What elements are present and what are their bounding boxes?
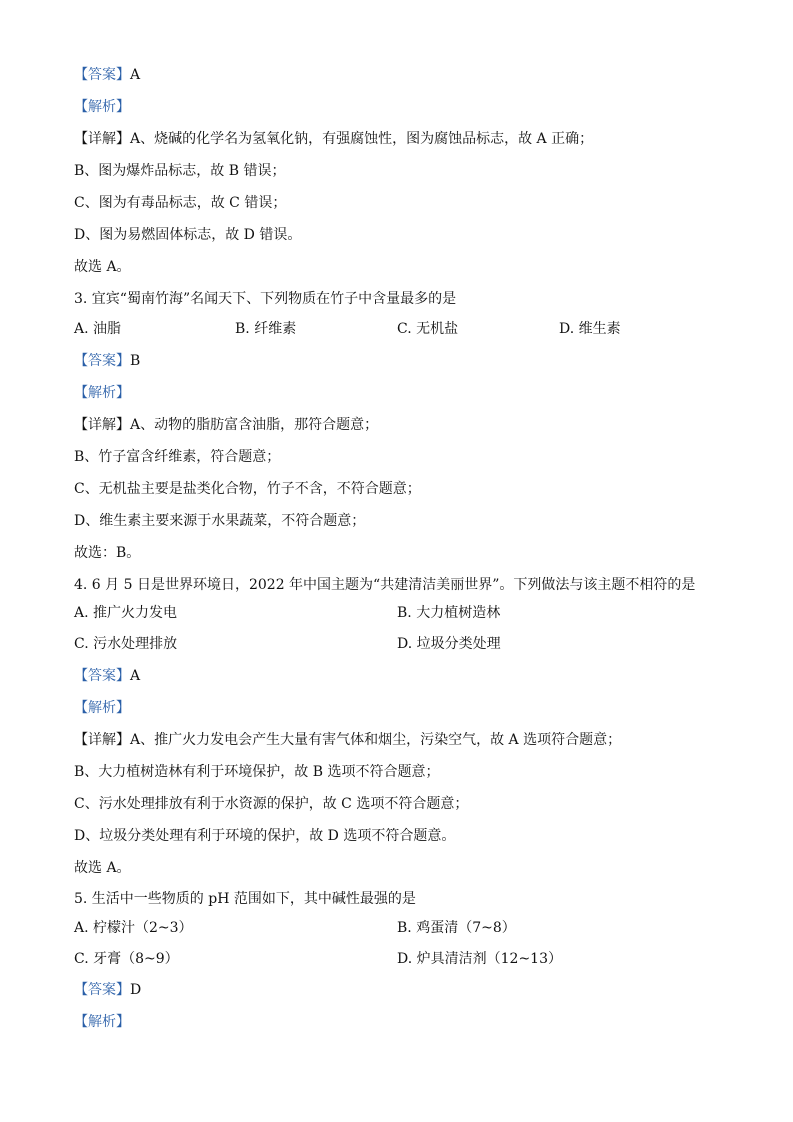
q5-option-b: B. 鸡蛋清（7~8） (397, 920, 516, 936)
q3-conclusion: 故选：B。 (74, 545, 141, 561)
q2-conclusion: 故选 A。 (74, 259, 131, 275)
q2-detail-line-1 (74, 129, 593, 149)
answer-value: B (130, 353, 141, 369)
q2-analysis-line (74, 97, 130, 117)
q4-detail-line-2: B、大力植树造林有利于环境保护，故 B 选项不符合题意； (74, 764, 440, 780)
analysis-tag: 【解析】 (74, 385, 130, 401)
q4-title: 4. 6 月 5 日是世界环境日，2022 年中国主题为“共建清洁美丽世界”。下列做法与该主题不相符的是 (74, 577, 696, 593)
q4-option-b: B. 大力植树造林 (397, 605, 501, 621)
answer-value: A (130, 668, 141, 684)
detail-text: A、烧碱的化学名为氢氧化钠，有强腐蚀性，图为腐蚀品标志，故 A 正确； (130, 131, 594, 147)
q4-option-a: A. 推广火力发电 (74, 605, 178, 621)
q4-option-d: D. 垃圾分类处理 (397, 636, 501, 652)
answer-tag: 【答案】 (74, 67, 130, 83)
q2-detail-line-3: C、图为有毒品标志，故 C 错误； (74, 195, 287, 211)
q3-answer-line (74, 351, 140, 371)
q3-analysis-line (74, 383, 130, 403)
q3-option-c: C. 无机盐 (397, 321, 459, 337)
q4-answer-line (74, 666, 140, 686)
detail-tag: 【详解】 (74, 417, 130, 433)
analysis-tag: 【解析】 (74, 700, 130, 716)
q5-option-c: C. 牙膏（8~9） (74, 951, 179, 967)
q3-option-b: B. 纤维素 (235, 321, 297, 337)
q2-detail-line-2: B、图为爆炸品标志，故 B 错误； (74, 163, 286, 179)
q4-detail-line-4: D、垃圾分类处理有利于环境的保护，故 D 选项不符合题意。 (74, 828, 456, 844)
q5-title: 5. 生活中一些物质的 pH 范围如下，其中碱性最强的是 (74, 891, 416, 907)
q4-conclusion: 故选 A。 (74, 860, 131, 876)
q3-option-a: A. 油脂 (74, 321, 122, 337)
analysis-tag: 【解析】 (74, 1014, 130, 1030)
analysis-tag: 【解析】 (74, 99, 130, 115)
q4-detail-line-1 (74, 730, 621, 750)
q3-detail-line-4: D、维生素主要来源于水果蔬菜，不符合题意； (74, 513, 366, 529)
answer-tag: 【答案】 (74, 982, 130, 998)
q5-option-d: D. 炉具清洁剂（12~13） (397, 951, 562, 967)
q3-option-d: D. 维生素 (559, 321, 621, 337)
q4-option-c: C. 污水处理排放 (74, 636, 178, 652)
q3-title: 3. 宜宾“蜀南竹海”名闻天下、下列物质在竹子中含量最多的是 (74, 291, 457, 307)
answer-value: D (130, 982, 142, 998)
detail-text: A、推广火力发电会产生大量有害气体和烟尘，污染空气，故 A 选项符合题意； (130, 732, 622, 748)
q3-detail-line-3: C、无机盐主要是盐类化合物，竹子不含，不符合题意； (74, 481, 421, 497)
answer-tag: 【答案】 (74, 353, 130, 369)
q5-option-a: A. 柠檬汁（2~3） (74, 920, 193, 936)
q2-detail-line-4: D、图为易燃固体标志，故 D 错误。 (74, 227, 302, 243)
detail-tag: 【详解】 (74, 732, 130, 748)
q3-detail-line-2: B、竹子富含纤维素，符合题意； (74, 449, 281, 465)
q4-analysis-line (74, 698, 130, 718)
answer-value: A (130, 67, 141, 83)
answer-tag: 【答案】 (74, 668, 130, 684)
q3-detail-line-1 (74, 415, 378, 435)
detail-tag: 【详解】 (74, 131, 130, 147)
q5-answer-line (74, 980, 141, 1000)
q2-answer-line (74, 65, 140, 85)
q4-detail-line-3: C、污水处理排放有利于水资源的保护，故 C 选项不符合题意； (74, 796, 469, 812)
q5-analysis-line (74, 1012, 130, 1032)
detail-text: A、动物的脂肪富含油脂，那符合题意； (130, 417, 379, 433)
